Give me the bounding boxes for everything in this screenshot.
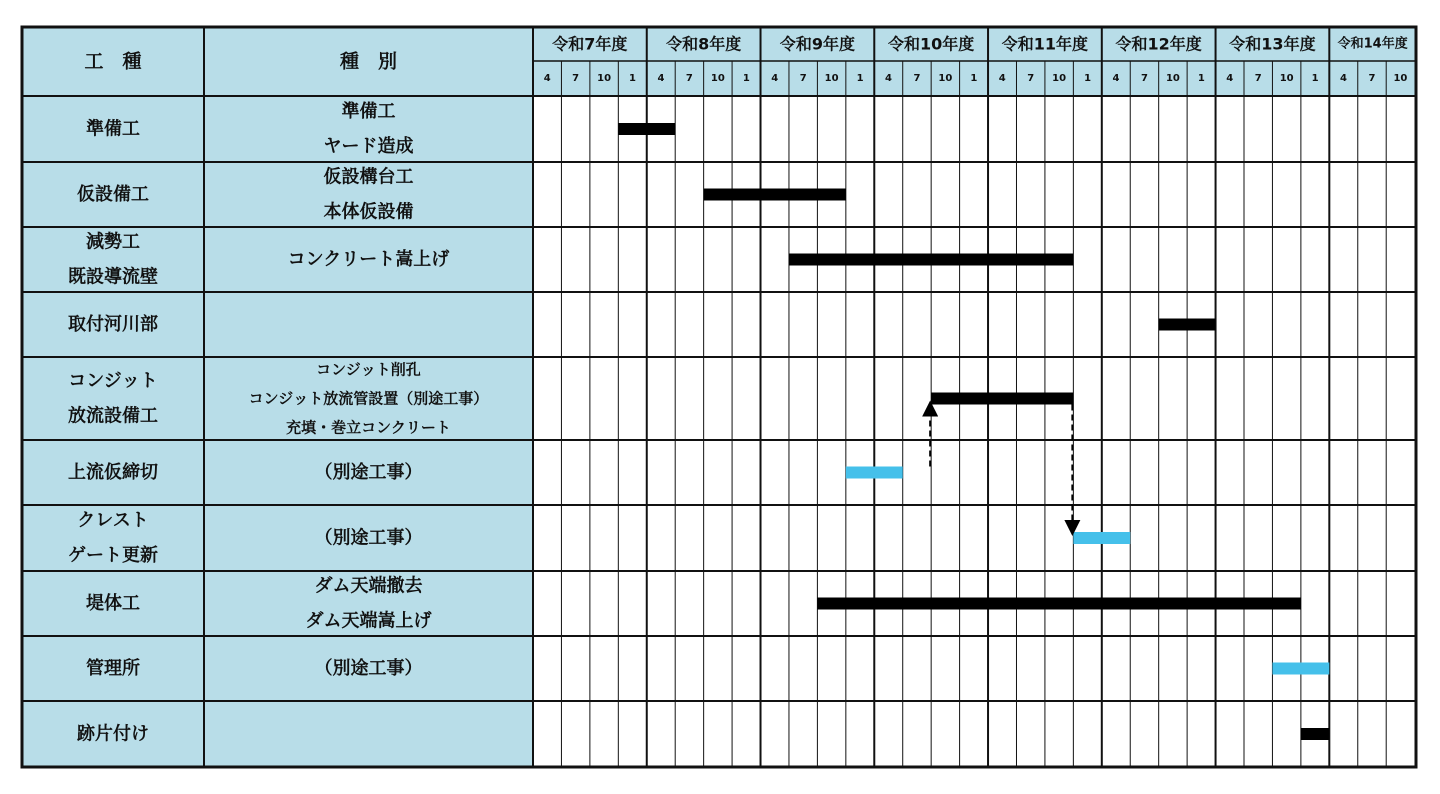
category-label: コンジット削孔 [316,360,421,379]
quarter-label: 10 [1279,73,1294,84]
quarter-label: 4 [1112,73,1120,84]
quarter-label: 1 [1311,73,1319,84]
category-header: 種 別 [339,50,398,73]
quarter-label: 7 [1027,73,1035,84]
category-label: （別途工事） [314,658,423,679]
work-type-label: 準備工 [86,118,140,140]
quarter-label: 10 [1052,73,1067,84]
category-label: ダム天端撤去 [314,575,423,597]
schedule-bar [1159,319,1216,331]
year-label: 令和10年度 [888,34,975,54]
work-type-label: 放流設備工 [68,405,158,427]
schedule-bar [817,598,1300,610]
quarter-label: 4 [543,73,551,84]
work-type-label: 跡片付け [77,723,149,745]
schedule-bar [618,123,675,135]
quarter-label: 1 [970,73,978,84]
quarter-label: 1 [856,73,864,84]
quarter-label: 4 [1226,73,1234,84]
category-label: 充填・巻立コンクリート [286,418,451,437]
work-type-label: コンジット [68,370,158,392]
quarter-label: 10 [597,73,612,84]
work-type-label: 上流仮締切 [68,462,158,483]
work-type-label: 取付河川部 [68,314,158,335]
quarter-label: 10 [710,73,725,84]
quarter-label: 1 [629,73,637,84]
quarter-label: 1 [1197,73,1205,84]
separate-contract-bar [1073,532,1130,544]
quarter-label: 7 [913,73,921,84]
work-type-label: クレスト [77,510,149,531]
work-type-header: 工 種 [84,50,142,73]
quarter-label: 7 [685,73,693,84]
quarter-label: 4 [657,73,665,84]
schedule-bar [1301,728,1329,740]
quarter-label: 7 [1254,73,1262,84]
quarter-label: 10 [824,73,839,84]
quarter-label: 10 [1165,73,1180,84]
category-label: 本体仮設備 [323,201,414,223]
work-type-label: ゲート更新 [68,545,158,566]
year-label: 令和9年度 [779,34,855,54]
category-label: （別途工事） [314,527,423,549]
year-label: 令和8年度 [666,34,742,54]
work-type-label: 減勢工 [86,231,140,253]
work-type-label: 既設導流壁 [68,266,158,288]
quarter-label: 1 [1084,73,1092,84]
category-label: 準備工 [341,101,396,122]
quarter-label: 4 [771,73,779,84]
quarter-label: 4 [1340,73,1348,84]
quarter-label: 4 [998,73,1006,84]
category-label: 仮設構台工 [323,166,414,188]
category-label: コンジット放流管設置（別途工事） [248,389,489,408]
quarter-label: 10 [1393,73,1408,84]
quarter-label: 7 [1140,73,1148,84]
quarter-label: 4 [885,73,892,84]
year-label: 令和12年度 [1115,34,1202,54]
quarter-label: 7 [799,73,807,84]
year-label: 令和7年度 [552,34,628,54]
schedule-bar [704,189,846,201]
separate-contract-bar [846,467,903,479]
year-label: 令和11年度 [1001,34,1089,54]
work-type-label: 堤体工 [86,593,140,614]
category-label: ダム天端嵩上げ [305,610,432,632]
year-label: 令和14年度 [1337,36,1408,52]
schedule-bar [789,254,1073,266]
work-type-label: 管理所 [86,658,140,679]
separate-contract-bar [1272,663,1329,675]
quarter-label: 10 [938,73,953,84]
category-label: ヤード造成 [323,136,414,157]
schedule-bar [931,393,1073,405]
year-label: 令和13年度 [1229,34,1316,54]
work-type-label: 仮設備工 [77,184,149,205]
quarter-label: 7 [572,73,580,84]
category-label: コンクリート嵩上げ [287,249,450,270]
category-label: （別途工事） [314,462,423,483]
quarter-label: 7 [1368,73,1376,84]
quarter-label: 1 [742,73,750,84]
